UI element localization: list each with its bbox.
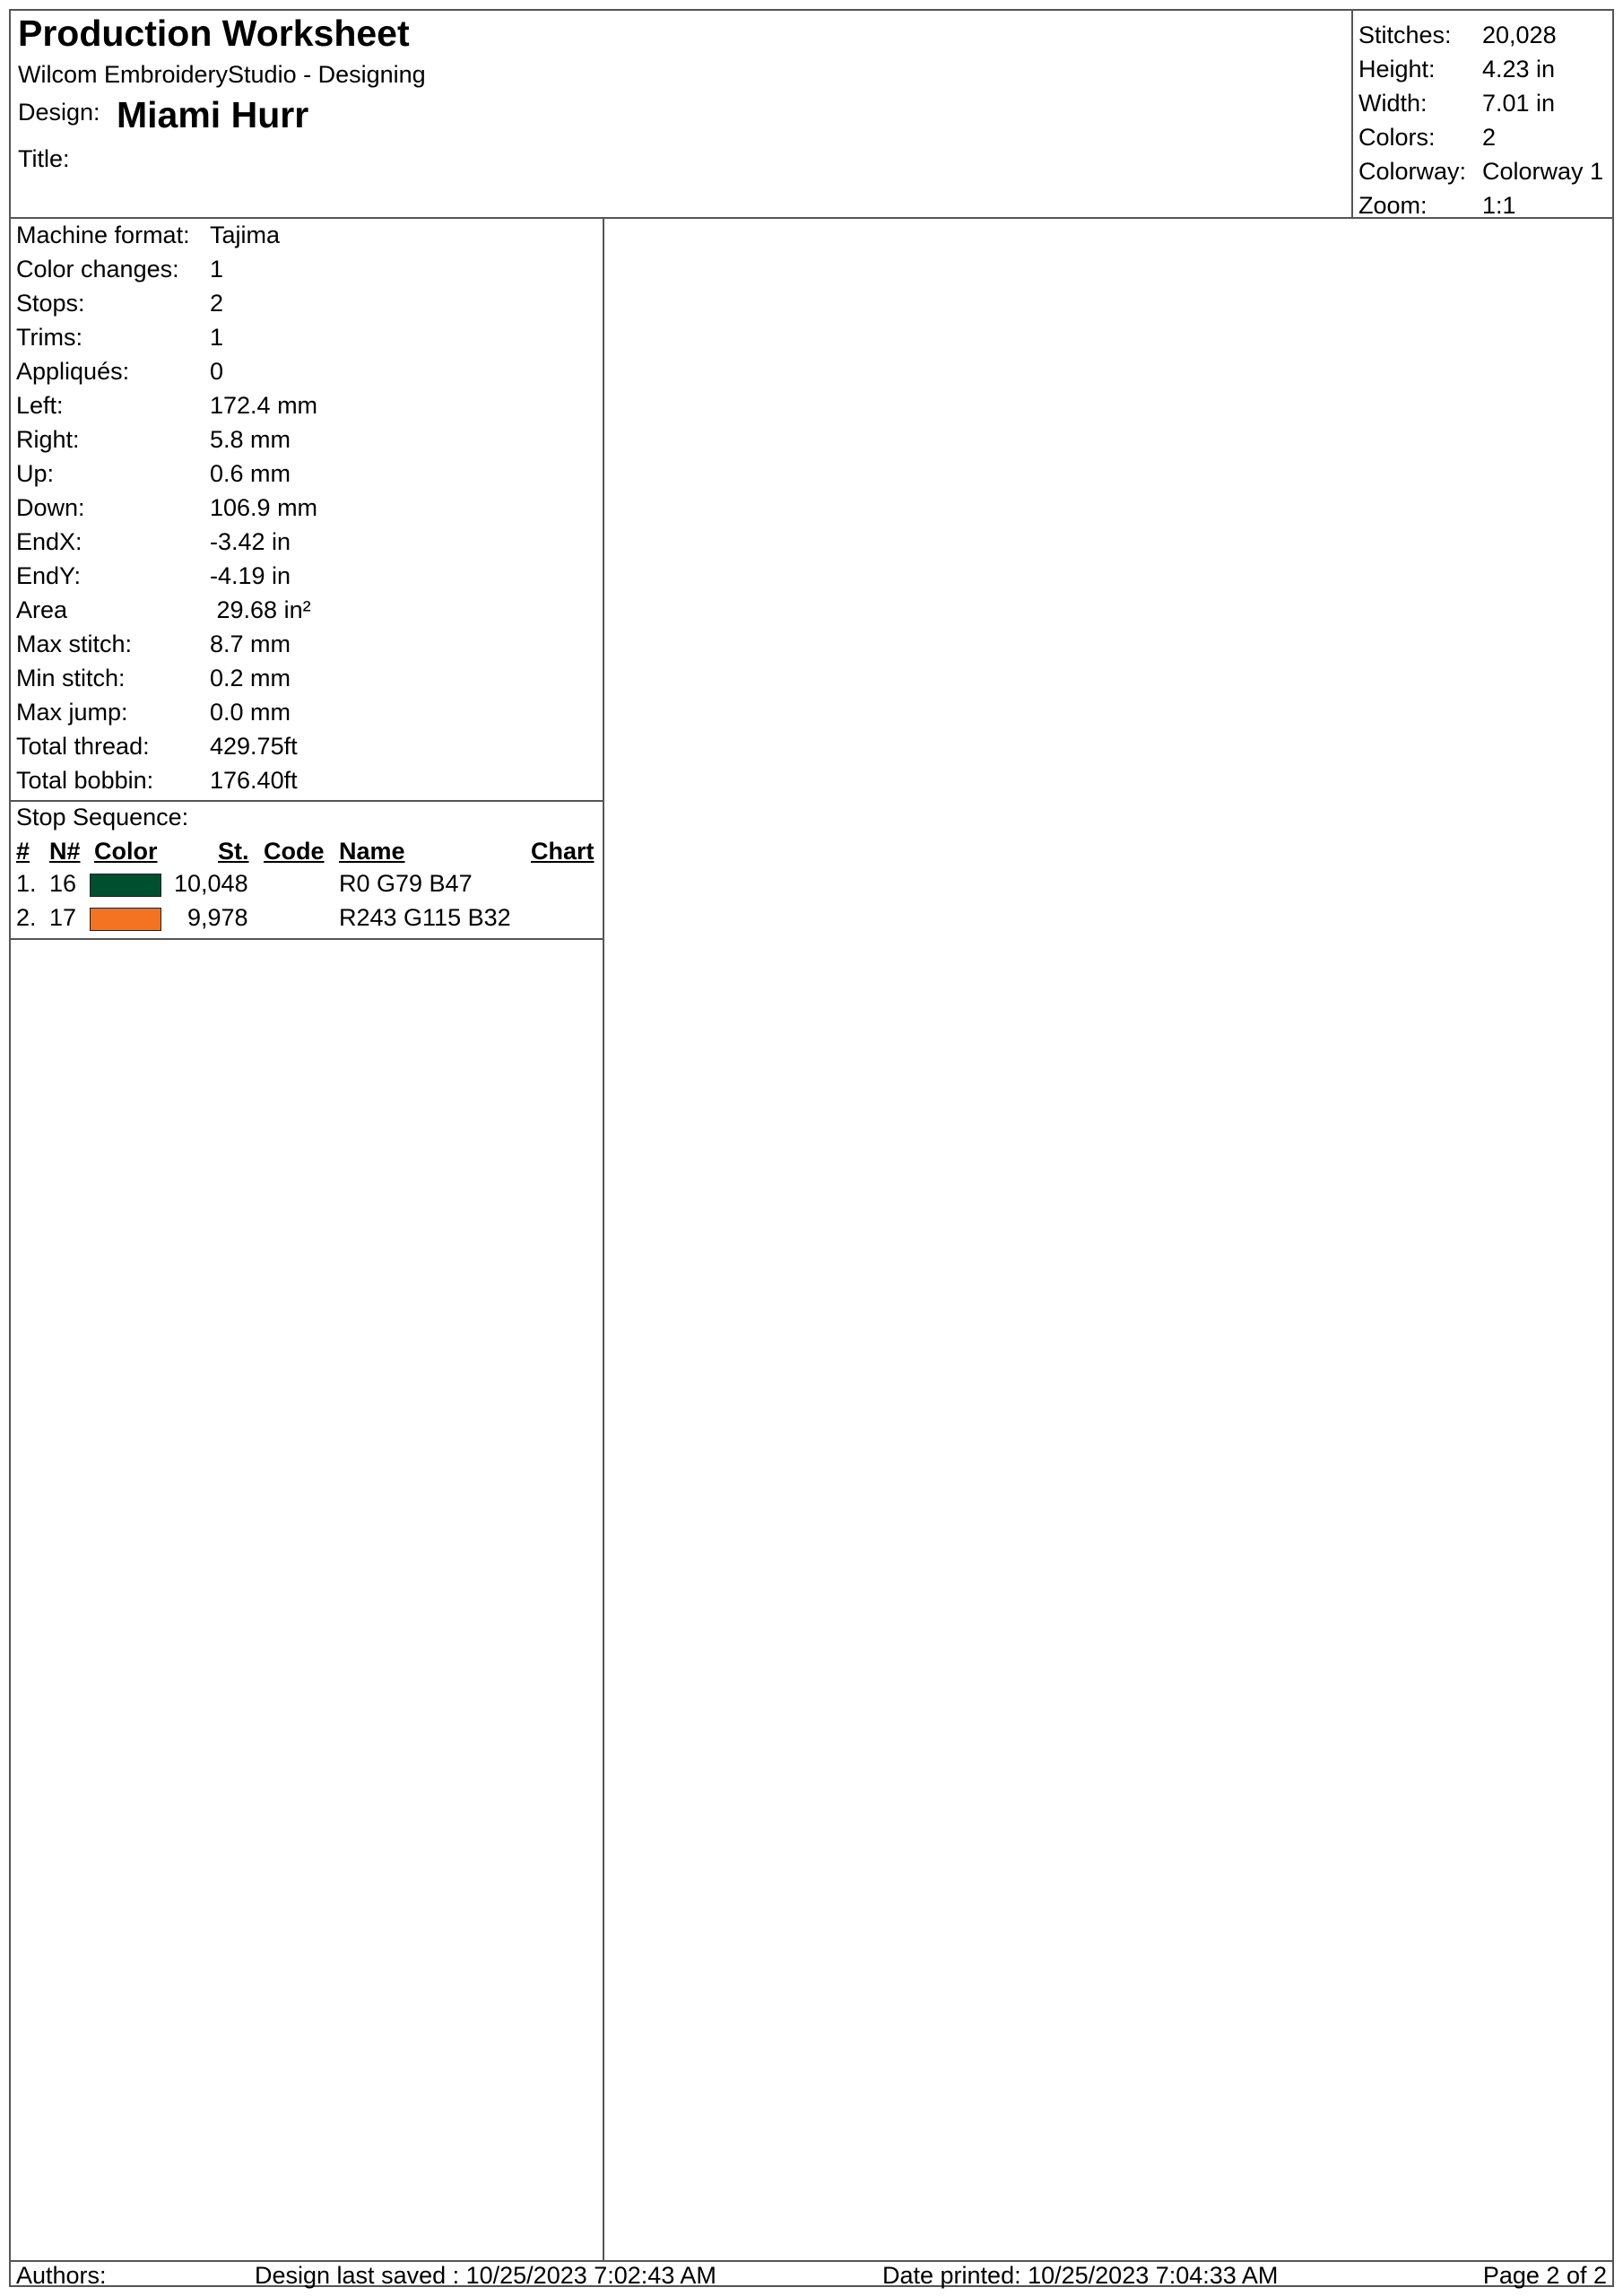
col-header-num: #	[16, 838, 30, 865]
info-label: EndX:	[16, 528, 82, 555]
row-stitches: 9,978	[187, 904, 248, 931]
row-num: 2.	[16, 904, 37, 931]
header-left	[11, 11, 1351, 217]
info-value: 5.8 mm	[210, 426, 291, 453]
info-label: Total thread:	[16, 733, 150, 760]
design-name: Miami Hurr	[117, 94, 309, 135]
info-label: Left:	[16, 392, 64, 419]
info-label: Color changes:	[16, 256, 179, 283]
info-label: Right:	[16, 426, 80, 453]
row-stitches: 10,048	[174, 870, 248, 897]
info-label: Appliqués:	[16, 358, 130, 385]
footer-date-printed: Date printed: 10/25/2023 7:04:33 AM	[882, 2262, 1279, 2289]
design-stats	[1351, 11, 1614, 217]
stat-label: Colorway:	[1358, 158, 1467, 185]
col-header-name: Name	[339, 838, 405, 865]
info-value: 0.0 mm	[210, 699, 291, 726]
info-label: EndY:	[16, 562, 82, 589]
info-label: Area	[16, 596, 68, 623]
stat-value: 7.01 in	[1482, 90, 1556, 117]
info-value: 29.68 in²	[210, 596, 311, 623]
color-swatch-1	[90, 874, 161, 897]
stop-sequence-title: Stop Sequence:	[16, 804, 189, 831]
row-name: R0 G79 B47	[339, 870, 473, 897]
info-label: Down:	[16, 494, 85, 521]
col-header-needle: N#	[49, 838, 81, 865]
info-value: 2	[210, 290, 224, 317]
stat-label: Height:	[1358, 56, 1436, 83]
info-value: 106.9 mm	[210, 494, 318, 521]
worksheet-header	[11, 11, 1612, 219]
color-swatch-2	[90, 908, 161, 931]
col-header-code: Code	[264, 838, 325, 865]
stat-value: 4.23 in	[1482, 56, 1556, 83]
info-value: 0	[210, 358, 224, 385]
info-value: -4.19 in	[210, 562, 291, 589]
stat-label: Colors:	[1358, 124, 1436, 151]
stat-label: Width:	[1358, 90, 1428, 117]
details-column	[11, 217, 604, 2260]
stat-label: Zoom:	[1358, 192, 1428, 219]
worksheet-page	[9, 9, 1614, 2287]
stat-value: Colorway 1	[1482, 158, 1604, 185]
info-value: 176.40ft	[210, 767, 298, 794]
footer-last-saved: Design last saved : 10/25/2023 7:02:43 AM	[255, 2262, 716, 2289]
design-label: Design:	[18, 99, 100, 126]
col-header-stitches: St.	[218, 838, 249, 865]
info-value: Tajima	[210, 222, 281, 248]
info-label: Total bobbin:	[16, 767, 154, 794]
row-needle: 16	[49, 870, 77, 897]
info-label: Max jump:	[16, 699, 128, 726]
footer-page-number: Page 2 of 2	[1482, 2262, 1607, 2289]
info-value: 0.2 mm	[210, 665, 291, 691]
col-header-color: Color	[94, 838, 158, 865]
info-label: Stops:	[16, 290, 85, 317]
stat-value: 2	[1482, 124, 1497, 151]
col-header-chart: Chart	[531, 838, 595, 865]
title-label: Title:	[18, 145, 70, 172]
info-value: 1	[210, 324, 224, 351]
stat-label: Stitches:	[1358, 22, 1452, 48]
info-label: Trims:	[16, 324, 82, 351]
info-label: Machine format:	[16, 222, 190, 248]
footer-authors: Authors:	[16, 2262, 107, 2289]
info-value: 172.4 mm	[210, 392, 318, 419]
info-value: 429.75ft	[210, 733, 298, 760]
info-label: Min stitch:	[16, 665, 126, 691]
machine-info-table	[11, 217, 603, 802]
info-value: 1	[210, 256, 224, 283]
row-name: R243 G115 B32	[339, 904, 511, 931]
row-needle: 17	[49, 904, 77, 931]
info-label: Max stitch:	[16, 631, 133, 657]
row-num: 1.	[16, 870, 37, 897]
info-value: 8.7 mm	[210, 631, 291, 657]
stop-sequence-table	[11, 802, 603, 940]
application-name: Wilcom EmbroideryStudio - Designing	[18, 61, 426, 88]
info-value: 0.6 mm	[210, 460, 291, 487]
worksheet-footer	[11, 2260, 1612, 2289]
page-title: Production Worksheet	[18, 13, 410, 54]
stat-value: 1:1	[1482, 192, 1516, 219]
stat-value: 20,028	[1482, 22, 1557, 48]
info-label: Up:	[16, 460, 55, 487]
info-value: -3.42 in	[210, 528, 291, 555]
